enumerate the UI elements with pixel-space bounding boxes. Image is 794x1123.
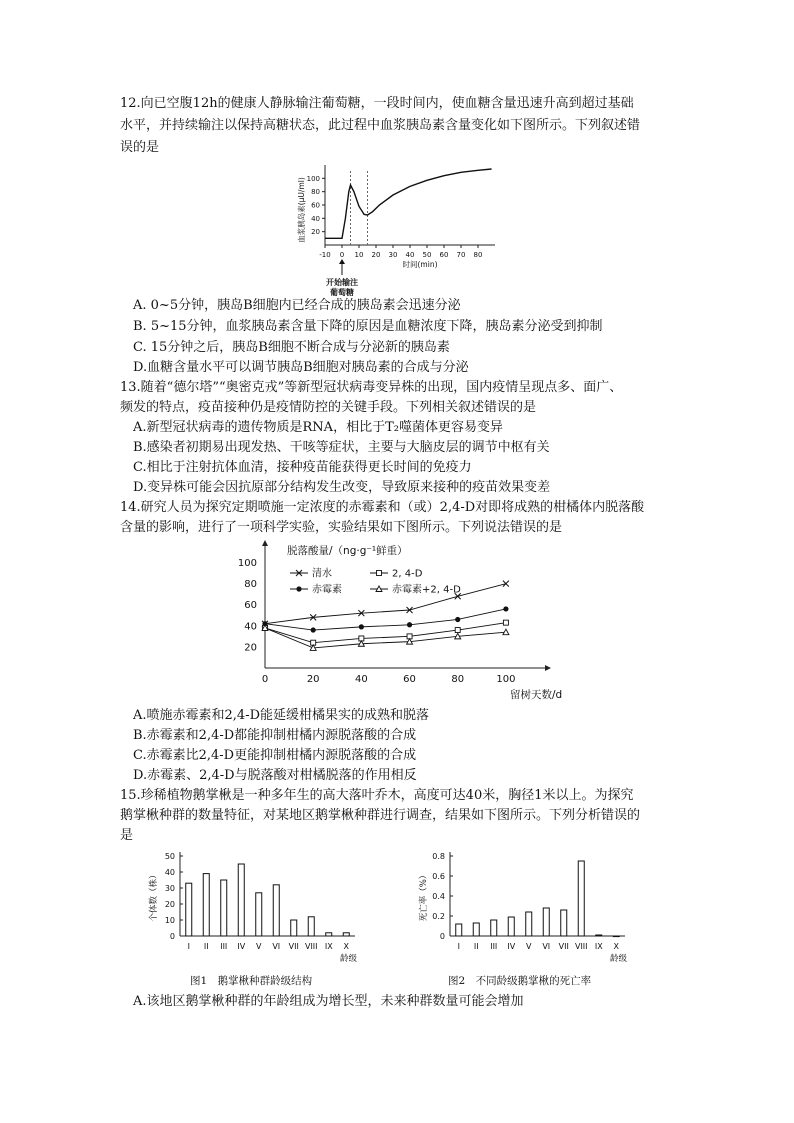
age-structure-chart xyxy=(140,848,380,973)
y-tick-label: 100 xyxy=(237,558,257,570)
bar xyxy=(596,935,602,936)
x-tick-label: 20 xyxy=(371,251,381,259)
bar xyxy=(326,933,332,936)
y-tick-label: 0.6 xyxy=(432,872,445,881)
x-tick-label: IV xyxy=(507,942,516,951)
x-tick-label: VIII xyxy=(574,942,588,951)
q13-stem-2: 频发的特点，疫苗接种仍是疫情防控的关键手段。下列相关叙述错误的是 xyxy=(120,400,537,415)
bar xyxy=(473,923,479,936)
bar xyxy=(203,874,209,936)
start-arrow-head xyxy=(339,259,345,264)
bar xyxy=(308,917,314,936)
q13-stem-1: 13.随着“德尔塔”“奥密克戎”等新型冠状病毒变异株的出现，国内疫情呈现点多、面广、 xyxy=(120,380,623,395)
x-tick-label: V xyxy=(256,942,262,951)
x-tick-label: 20 xyxy=(306,674,320,685)
q12-option-a: A. 0~5分钟，胰岛B细胞内已经合成的胰岛素会迅速分泌 xyxy=(133,298,461,313)
legend-label: 赤霉素 xyxy=(312,584,342,596)
y-tick-label: 0.2 xyxy=(432,912,445,921)
bar xyxy=(543,908,549,936)
x-tick-label: 80 xyxy=(473,251,483,259)
bar xyxy=(613,936,619,937)
q15-stem-3: 是 xyxy=(120,828,134,843)
x-tick-label: 60 xyxy=(439,251,449,259)
series-combo xyxy=(265,628,506,648)
x-tick-label: 50 xyxy=(422,251,432,259)
aba-chart xyxy=(230,540,563,705)
q12-stem-3: 误的是 xyxy=(120,140,160,155)
q12-stem-1: 12.向已空腹12h的健康人静脉输注葡萄糖，一段时间内，使血糖含量迅速升高到超过基础 xyxy=(120,96,634,111)
y-tick-label: 20 xyxy=(164,900,175,909)
y-tick-label: 40 xyxy=(311,214,320,223)
y-tick-label: 50 xyxy=(164,852,175,861)
y-tick-label: 0.8 xyxy=(432,852,445,861)
x-axis-label: 龄级 xyxy=(340,954,358,964)
x-tick-label: -10 xyxy=(319,251,331,259)
x-tick-label: 80 xyxy=(451,674,465,685)
x-tick-label: V xyxy=(526,942,532,951)
y-tick-label: 80 xyxy=(311,188,320,197)
bar xyxy=(508,917,514,936)
marker-gibberellin xyxy=(296,586,301,591)
q12-option-b: B. 5~15分钟，血浆胰岛素含量下降的原因是血糖浓度下降，胰岛素分泌受到抑制 xyxy=(133,319,603,334)
q13-option-c: C.相比于注射抗体血清，接种疫苗能获得更长时间的免疫力 xyxy=(133,460,472,475)
x-tick-label: X xyxy=(343,942,349,951)
x-tick-label: I xyxy=(187,942,190,951)
x-tick-label: III xyxy=(490,942,498,951)
y-axis-label: 血浆胰岛素(μU/ml) xyxy=(297,177,306,243)
insulin-chart xyxy=(290,160,510,295)
x-tick-label: 40 xyxy=(405,251,415,259)
x-axis-arrow xyxy=(545,665,551,671)
bar xyxy=(456,924,462,936)
x-tick-label: 70 xyxy=(456,251,466,259)
y-tick-label: 20 xyxy=(311,228,320,237)
q13-option-d: D.变异株可能会因抗原部分结构发生改变，导致原来接种的疫苗效果变差 xyxy=(133,480,551,495)
marker-gibberellin xyxy=(359,624,364,629)
x-tick-label: IV xyxy=(237,942,246,951)
marker-gibberellin xyxy=(407,622,412,627)
marker-gibberellin xyxy=(503,606,508,611)
x-tick-label: IX xyxy=(324,942,333,951)
x-tick-label: 60 xyxy=(403,674,416,685)
x-tick-label: 0 xyxy=(339,251,345,259)
x-tick-label: VI xyxy=(542,942,551,951)
bar xyxy=(526,912,532,936)
q14-stem-2: 含量的影响，进行了一项科学实验，实验结果如下图所示。下列说法错误的是 xyxy=(120,520,563,535)
bar xyxy=(273,885,279,936)
y-tick-label: 80 xyxy=(244,579,257,591)
x-tick-label: VII xyxy=(558,942,569,951)
y-tick-zero: 0 xyxy=(169,932,175,941)
x-tick-label: VII xyxy=(288,942,299,951)
marker-24d xyxy=(503,620,508,625)
annotation-line-1: 开始输注 xyxy=(326,278,358,287)
legend-label: 2, 4-D xyxy=(392,568,423,580)
x-axis-label: 时间(min) xyxy=(402,260,438,269)
bar xyxy=(221,880,227,936)
x-axis-label: 龄级 xyxy=(610,954,628,964)
bar xyxy=(238,864,244,936)
x-tick-label: 30 xyxy=(388,251,398,259)
legend-label: 赤霉素+2, 4-D xyxy=(392,584,461,596)
q14-option-b: B.赤霉素和2,4-D都能抑制柑橘内源脱落酸的合成 xyxy=(133,728,417,743)
marker-24d xyxy=(377,571,382,576)
x-tick-label: VI xyxy=(272,942,281,951)
q14-option-d: D.赤霉素、2,4-D与脱落酸对柑橘脱落的作用相反 xyxy=(133,768,417,783)
y-tick-label: 10 xyxy=(164,916,175,925)
y-axis-label: 死亡率（%） xyxy=(419,870,429,922)
x-tick-label: IX xyxy=(594,942,603,951)
y-tick-label: 100 xyxy=(306,174,320,183)
x-tick-label: 100 xyxy=(496,674,516,685)
legend-label: 清水 xyxy=(312,568,332,580)
y-tick-label: 40 xyxy=(244,621,257,633)
figure1-caption: 图1 鹅掌楸种群龄级结构 xyxy=(190,975,313,987)
figure2-caption: 图2 不同龄级鹅掌楸的死亡率 xyxy=(448,975,592,987)
x-tick-label: I xyxy=(457,942,460,951)
x-tick-label: 40 xyxy=(354,674,368,685)
bar xyxy=(186,883,192,936)
q12-option-c: C. 15分钟之后，胰岛B细胞不断合成与分泌新的胰岛素 xyxy=(133,340,450,355)
q13-option-a: A.新型冠状病毒的遗传物质是RNA，相比于T₂噬菌体更容易变异 xyxy=(133,420,503,435)
y-tick-label: 30 xyxy=(164,884,175,893)
y-axis-label: 脱落酸量/（ng·g⁻¹鲜重） xyxy=(287,545,408,557)
insulin-curve xyxy=(325,169,492,238)
marker-24d xyxy=(455,628,460,633)
bar xyxy=(561,910,567,936)
x-tick-label: II xyxy=(473,942,479,951)
q15-stem-1: 15.珍稀植物鹅掌楸是一种多年生的高大落叶乔木，高度可达40米，胸径1米以上。为探究 xyxy=(120,788,634,803)
q14-stem-1: 14.研究人员为探究定期喷施一定浓度的赤霉素和（或）2,4-D对即将成熟的柑橘体内脱落酸 xyxy=(120,500,645,515)
series-gibberellin xyxy=(265,609,506,630)
q14-option-c: C.赤霉素比2,4-D更能抑制柑橘内源脱落酸的合成 xyxy=(133,748,417,763)
x-tick-label: X xyxy=(613,942,619,951)
q14-option-a: A.喷施赤霉素和2,4-D能延缓柑橘果实的成熟和脱落 xyxy=(133,708,430,723)
bar xyxy=(291,920,297,936)
marker-clear-water xyxy=(503,581,509,587)
bar xyxy=(256,893,262,936)
bar xyxy=(491,920,497,936)
y-tick-label: 20 xyxy=(244,642,257,654)
marker-gibberellin xyxy=(455,617,460,622)
q12-stem-2: 水平，并持续输注以保持高糖状态，此过程中血浆胰岛素含量变化如下图所示。下列叙述错 xyxy=(120,118,641,133)
y-tick-label: 0.4 xyxy=(432,892,445,901)
y-tick-zero: 0 xyxy=(439,932,445,941)
y-tick-label: 60 xyxy=(311,201,320,210)
x-tick-label: VIII xyxy=(304,942,318,951)
q12-option-d: D.血糖含量水平可以调节胰岛B细胞对胰岛素的合成与分泌 xyxy=(133,360,469,375)
y-tick-label: 40 xyxy=(164,868,175,877)
y-axis-arrow xyxy=(262,540,268,546)
q15-stem-2: 鹅掌楸种群的数量特征，对某地区鹅掌楸种群进行调查，结果如下图所示。下列分析错误的 xyxy=(120,808,641,823)
bar xyxy=(343,933,349,936)
bar xyxy=(578,861,584,936)
x-tick-label: II xyxy=(203,942,209,951)
y-tick-label: 60 xyxy=(244,600,257,612)
x-axis-label: 留树天数/d xyxy=(510,689,563,701)
annotation-line-2: 葡萄糖 xyxy=(330,288,354,297)
q15-option-a: A.该地区鹅掌楸种群的年龄组成为增长型，未来种群数量可能会增加 xyxy=(133,994,524,1009)
x-tick-label: 0 xyxy=(261,674,269,685)
q13-option-b: B.感染者初期易出现发热、干咳等症状，主要与大脑皮层的调节中枢有关 xyxy=(133,440,550,455)
x-tick-label: 10 xyxy=(354,251,364,259)
marker-gibberellin xyxy=(311,627,316,632)
y-axis-label: 个体数（株） xyxy=(149,870,159,922)
death-rate-chart xyxy=(410,848,650,973)
x-tick-label: III xyxy=(220,942,228,951)
